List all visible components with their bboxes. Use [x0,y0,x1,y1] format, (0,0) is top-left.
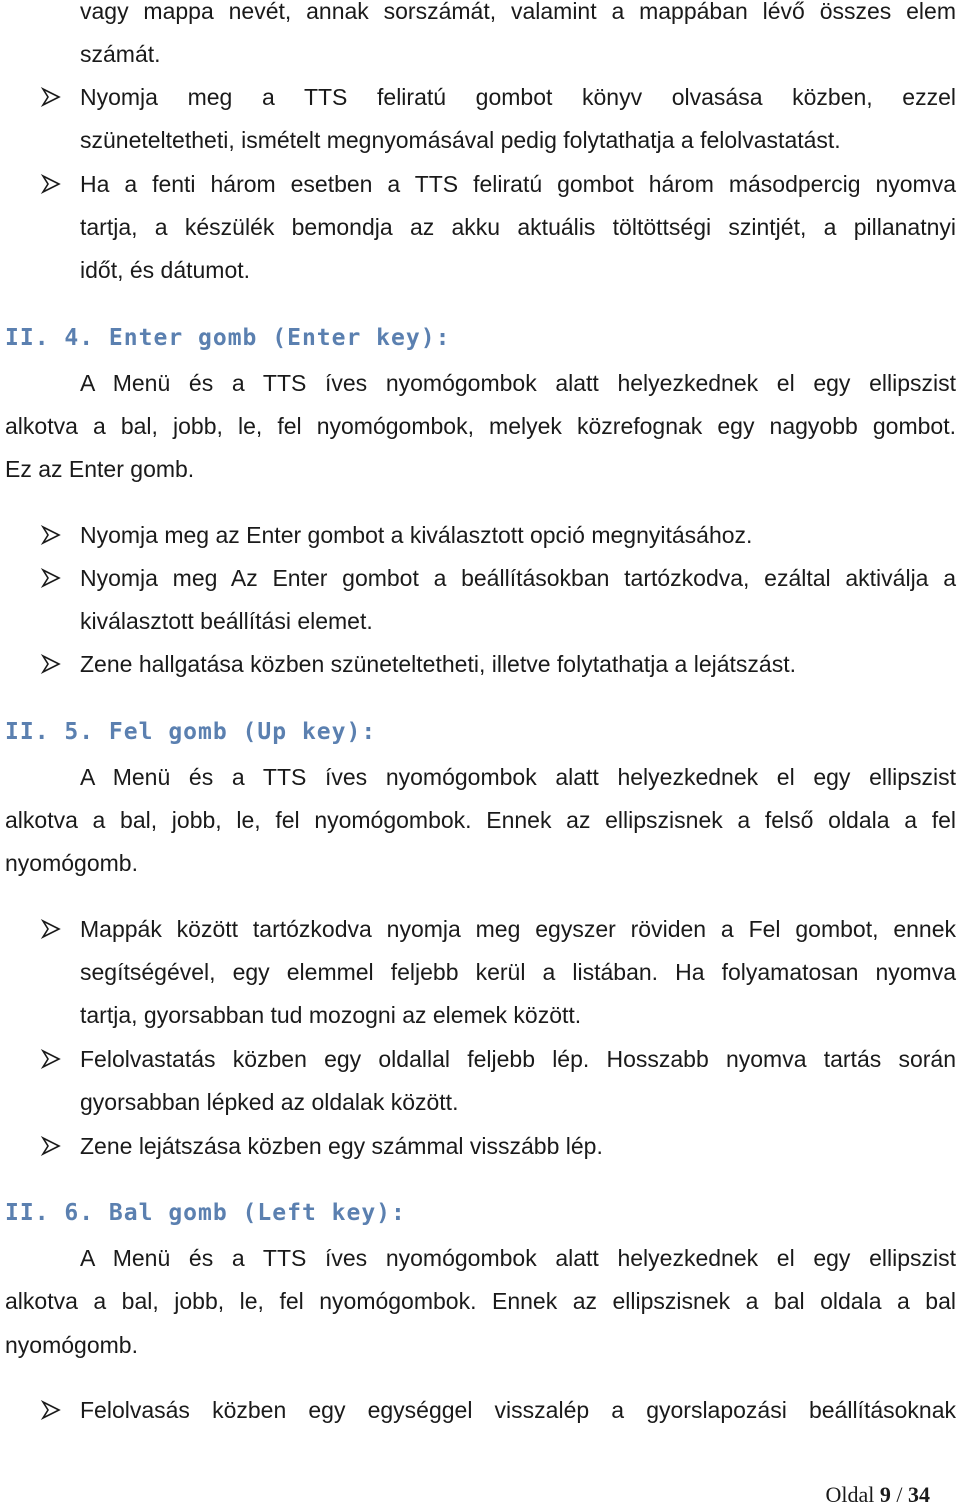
text-line: Nyomja meg az Enter gombot a kiválasztott opció megnyitásához. [80,522,753,548]
text-line: Zene hallgatása közben szüneteltetheti, illetve folytathatja a lejátszást. [80,651,796,677]
text-line: segítségével, egy elemmel feljebb kerül a listában. Ha folyamatosan nyomva [80,959,956,985]
arrow-bullet-icon [40,1048,62,1070]
page-current: 9 [879,1482,891,1507]
arrow-bullet-icon [40,1399,62,1421]
text-line: tartja, gyorsabban tud mozogni az elemek között. [80,1002,582,1028]
section-heading: II. 5. Fel gomb (Up key): [5,719,377,745]
text-line: Mappák között tartózkodva nyomja meg egyszer röviden a Fel gombot, ennek [80,916,956,942]
text-line: alkotva a bal, jobb, le, fel nyomógombok. Ennek az ellipszisnek a bal oldala a bal [5,1288,956,1314]
text-line: tartja, a készülék bemondja az akku aktuális töltöttségi szintjét, a pillanatnyi [80,214,956,240]
text-line: vagy mappa nevét, annak sorszámát, valamint a mappában lévő összes elem [80,0,956,24]
arrow-bullet-icon [40,653,62,675]
text-line: alkotva a bal, jobb, le, fel nyomógombok. Ennek az ellipszisnek a felső oldala a fel [5,807,956,833]
page-number [825,1482,930,1508]
text-line: Felolvasás közben egy egységgel visszalép a gyorslapozási beállításoknak [80,1397,956,1423]
text-line: A Menü és a TTS íves nyomógombok alatt helyezkednek el egy ellipszist [80,1245,956,1271]
text-line: A Menü és a TTS íves nyomógombok alatt helyezkednek el egy ellipszist [80,764,956,790]
text-line: Zene lejátszása közben egy számmal visszább lép. [80,1133,603,1159]
arrow-bullet-icon [40,567,62,589]
arrow-bullet-icon [40,524,62,546]
text-line: nyomógomb. [5,1332,138,1358]
text-line: A Menü és a TTS íves nyomógombok alatt helyezkednek el egy ellipszist [80,370,956,396]
section-heading: II. 4. Enter gomb (Enter key): [5,325,451,351]
text-line: alkotva a bal, jobb, le, fel nyomógombok, melyek közrefognak egy nagyobb gombot. [5,413,956,439]
text-line: Felolvastatás közben egy oldallal feljebb lép. Hosszabb nyomva tartás során [80,1046,956,1072]
text-line: Ha a fenti három esetben a TTS feliratú gombot három másodpercig nyomva [80,171,956,197]
text-line: Nyomja meg a TTS feliratú gombot könyv olvasása közben, ezzel [80,84,956,110]
text-line: szüneteltetheti, ismételt megnyomásával pedig folytathatja a felolvastatást. [80,127,841,153]
arrow-bullet-icon [40,173,62,195]
arrow-bullet-icon [40,918,62,940]
text-line: időt, és dátumot. [80,257,251,283]
text-line: Nyomja meg Az Enter gombot a beállításokban tartózkodva, ezáltal aktiválja a [80,565,956,591]
page-total: 34 [908,1482,930,1507]
text-line: nyomógomb. [5,850,138,876]
arrow-bullet-icon [40,86,62,108]
text-line: kiválasztott beállítási elemet. [80,608,373,634]
arrow-bullet-icon [40,1135,62,1157]
text-line: Ez az Enter gomb. [5,456,195,482]
section-heading: II. 6. Bal gomb (Left key): [5,1200,406,1226]
page-label: Oldal [825,1482,875,1507]
text-line: gyorsabban lépked az oldalak között. [80,1089,459,1115]
page-separator: / [896,1482,903,1507]
text-line: számát. [80,41,161,67]
